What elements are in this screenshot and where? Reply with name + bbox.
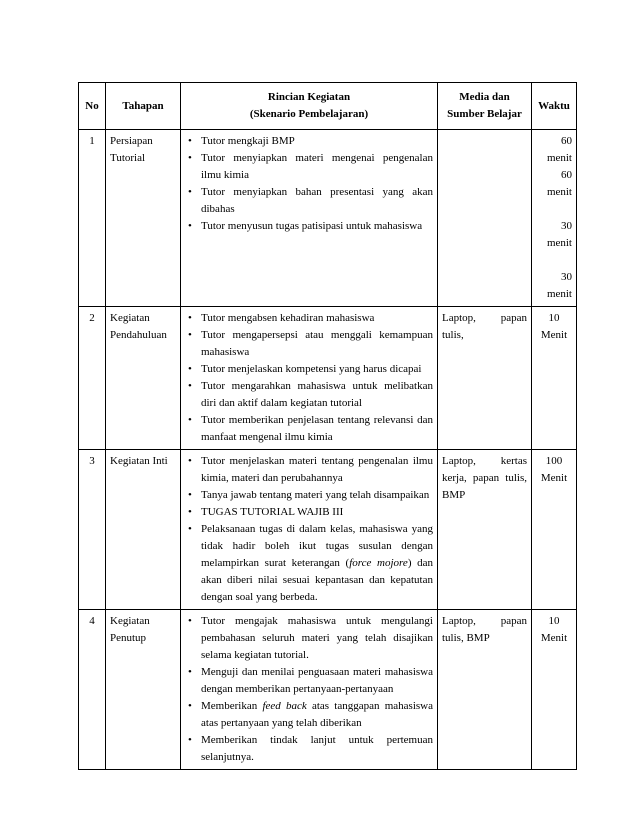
waktu-value: 60 menit <box>546 135 572 164</box>
table-row <box>79 130 577 307</box>
row-rincian <box>181 610 438 770</box>
row-waktu <box>532 130 577 307</box>
row-no: 3 <box>79 450 106 610</box>
item-text: Memberikan <box>201 700 263 712</box>
waktu-unit: Menit <box>540 329 568 341</box>
item-text: atas tanggapan mahasiswa atas pertanyaan yang telah diberikan <box>201 700 433 729</box>
list-item: • Memberikan tindak lanjut untuk pertemuan selanjutnya. <box>185 732 433 766</box>
row-tahapan: Kegiatan Penutup <box>106 610 181 770</box>
list-item: • Tutor mengapersepsi atau menggali kemampuan mahasiswa <box>185 327 433 361</box>
row-media: Laptop, papan tulis, <box>438 307 532 450</box>
header-rincian-line2: (Skenario Pembelajaran) <box>249 108 369 120</box>
list-item: • Tutor memberikan penjelasan tentang relevansi dan manfaat mengenal ilmu kimia <box>185 412 433 446</box>
row-no: 1 <box>79 130 106 307</box>
row-media: Laptop, papan tulis, BMP <box>438 610 532 770</box>
row-waktu <box>532 307 577 450</box>
header-rincian-line1: Rincian Kegiatan <box>267 91 351 103</box>
list-item: • TUGAS TUTORIAL WAJIB III <box>185 504 433 521</box>
activity-list <box>185 613 433 766</box>
list-item: • Tutor menyiapkan bahan presentasi yang akan dibahas <box>185 184 433 218</box>
header-media <box>438 83 532 130</box>
header-rincian <box>181 83 438 130</box>
header-media-line1: Media dan <box>459 91 510 103</box>
row-rincian <box>181 307 438 450</box>
header-row <box>79 83 577 130</box>
list-item: • Tutor menjelaskan kompetensi yang harus dicapai <box>185 361 433 378</box>
list-item: • Tutor mengajak mahasiswa untuk mengulangi pembahasan seluruh materi yang telah disajikan selama kegiatan tutorial. <box>185 613 433 664</box>
waktu-value: 10 <box>548 615 560 627</box>
list-item: • Menguji dan menilai penguasaan materi mahasiswa dengan memberikan pertanyaan-pertanyaan <box>185 664 433 698</box>
table-row <box>79 610 577 770</box>
item-text: ) dan akan diberi nilai sesuai kepantasan dan kepatutan dengan soal yang berbeda. <box>201 557 434 603</box>
waktu-unit: Menit <box>540 632 568 644</box>
row-tahapan: Kegiatan Pendahuluan <box>106 307 181 450</box>
list-item <box>185 521 433 606</box>
header-media-line2: Sumber Belajar <box>447 108 522 120</box>
row-media <box>438 130 532 307</box>
row-media: Laptop, kertas kerja, papan tulis, BMP <box>438 450 532 610</box>
activity-list <box>185 133 433 235</box>
waktu-value: 30 menit <box>546 271 572 300</box>
header-tahapan: Tahapan <box>106 83 181 130</box>
list-item: • Tutor menyusun tugas patisipasi untuk mahasiswa <box>185 218 433 235</box>
list-item: • Tutor menjelaskan materi tentang pengenalan ilmu kimia, materi dan perubahannya <box>185 453 433 487</box>
list-item: • Tutor mengarahkan mahasiswa untuk melibatkan diri dan aktif dalam kegiatan tutorial <box>185 378 433 412</box>
list-item: • Tanya jawab tentang materi yang telah disampaikan <box>185 487 433 504</box>
table-row <box>79 307 577 450</box>
row-no: 2 <box>79 307 106 450</box>
header-waktu: Waktu <box>532 83 577 130</box>
row-rincian <box>181 130 438 307</box>
item-text: Pelaksanaan tugas di dalam kelas, mahasiswa yang tidak hadir boleh ikut tugas susulan dengan melampirkan surat keterangan ( <box>201 523 433 569</box>
list-item: • Tutor mengabsen kehadiran mahasiswa <box>185 310 433 327</box>
item-italic-text: feed back <box>262 700 307 712</box>
row-tahapan: Persiapan Tutorial <box>106 130 181 307</box>
waktu-unit: Menit <box>540 472 568 484</box>
row-waktu <box>532 450 577 610</box>
item-italic-text: force mojore <box>349 557 408 569</box>
list-item <box>185 698 433 732</box>
waktu-value: 30 menit <box>546 220 572 249</box>
header-no: No <box>79 83 106 130</box>
activity-list <box>185 453 433 606</box>
table-row <box>79 450 577 610</box>
row-tahapan: Kegiatan Inti <box>106 450 181 610</box>
waktu-value: 100 <box>545 455 563 467</box>
row-no: 4 <box>79 610 106 770</box>
list-item: • Tutor menyiapkan materi mengenai pengenalan ilmu kimia <box>185 150 433 184</box>
tutorial-plan-table <box>78 82 577 770</box>
row-waktu <box>532 610 577 770</box>
waktu-value: 60 menit <box>546 169 572 198</box>
row-rincian <box>181 450 438 610</box>
activity-list <box>185 310 433 446</box>
waktu-value: 10 <box>548 312 560 324</box>
list-item: • Tutor mengkaji BMP <box>185 133 433 150</box>
